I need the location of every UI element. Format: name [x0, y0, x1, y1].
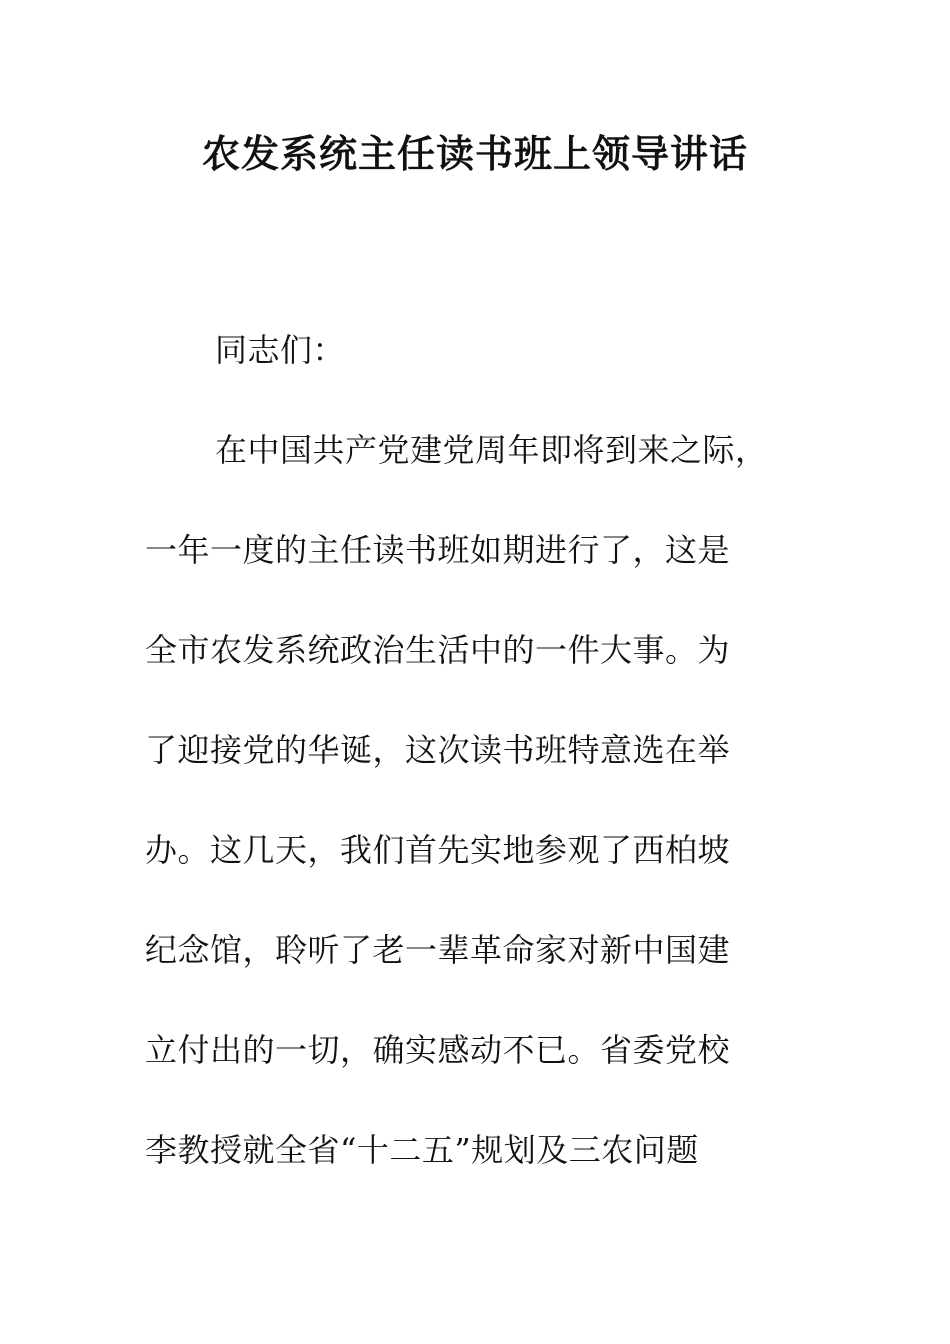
paragraph-line: 全市农发系统政治生活中的一件大事。为	[145, 631, 731, 669]
paragraph-line: 李教授就全省“十二五”规划及三农问题	[145, 1131, 699, 1169]
paragraph-line: 了迎接党的华诞，这次读书班特意选在举	[145, 731, 731, 769]
paragraph-line: 一年一度的主任读书班如期进行了，这是	[145, 531, 731, 569]
document-body	[145, 300, 785, 1200]
document-title: 农发系统主任读书班上领导讲话	[201, 131, 748, 176]
paragraph-line: 纪念馆，聆听了老一辈革命家对新中国建	[145, 931, 731, 969]
salutation: 同志们：	[215, 331, 346, 369]
paragraph-line: 立付出的一切，确实感动不已。省委党校	[145, 1031, 731, 1069]
paragraph-line: 办。这几天，我们首先实地参观了西柏坡	[145, 831, 731, 869]
paragraph-line: 在中国共产党建党周年即将到来之际，	[215, 431, 768, 469]
